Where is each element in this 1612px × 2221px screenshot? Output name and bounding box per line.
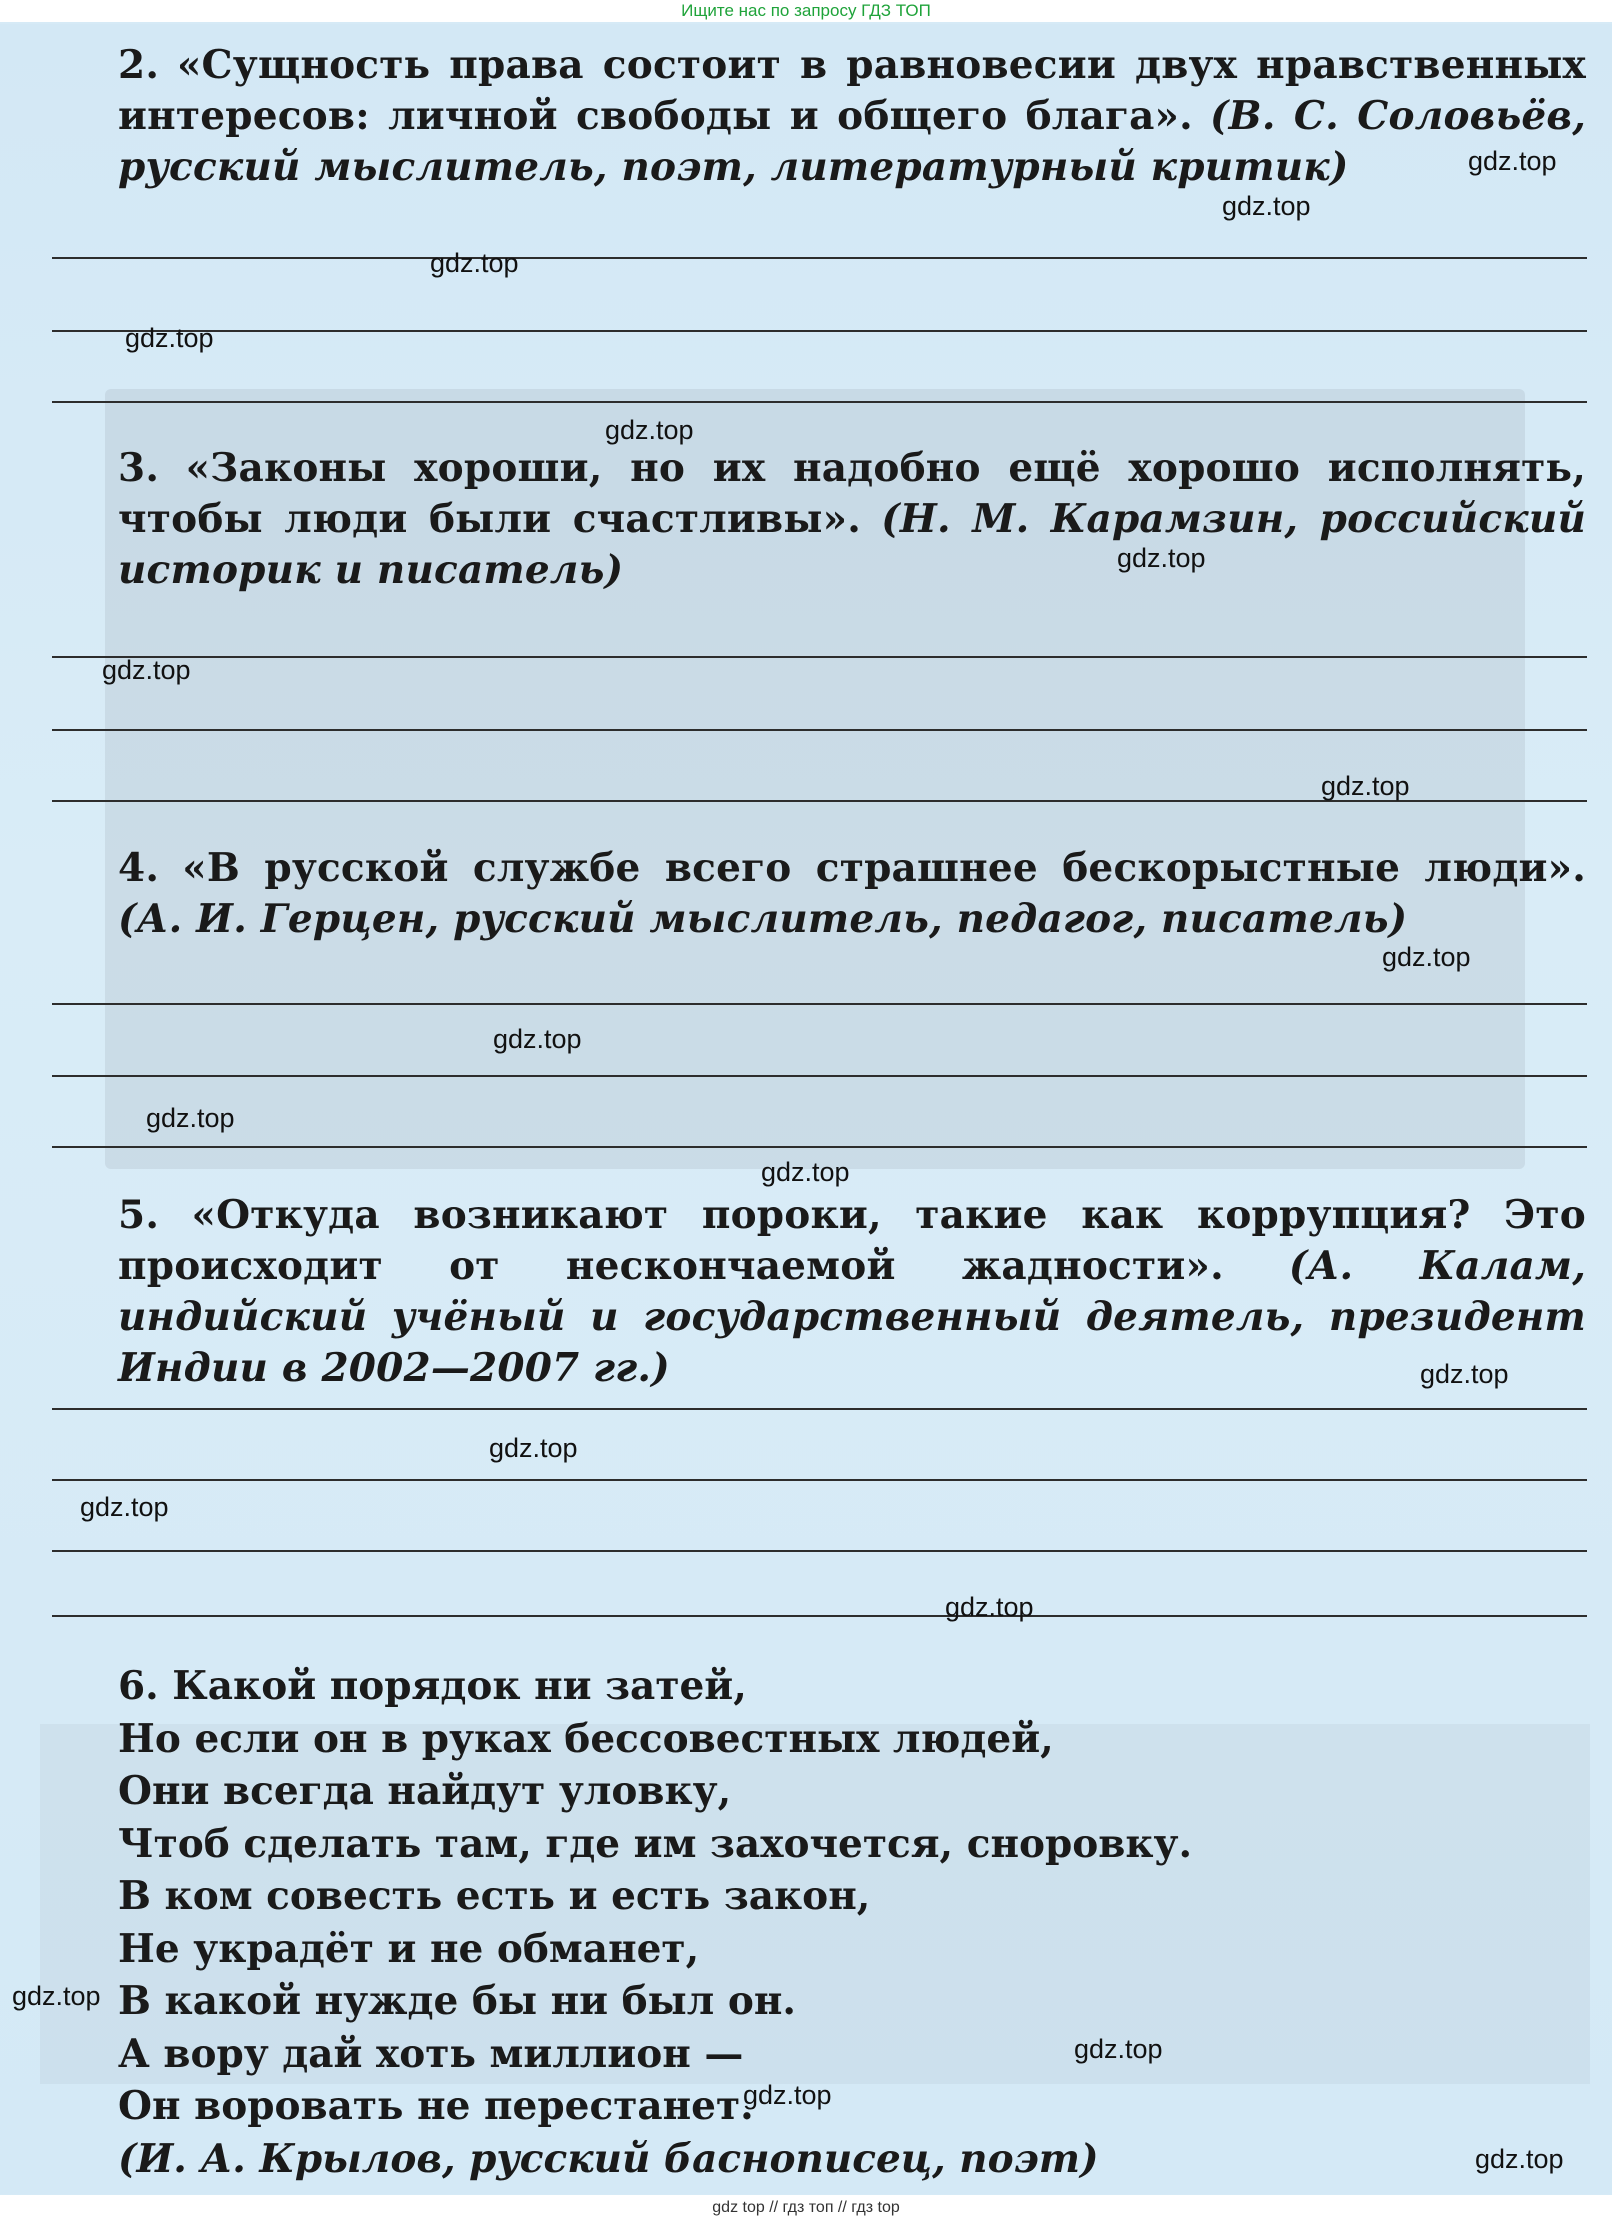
quote-number: 5. xyxy=(118,1192,160,1238)
answer-line[interactable] xyxy=(52,1075,1587,1077)
watermark: gdz.top xyxy=(493,1024,582,1054)
quote-5 xyxy=(118,1190,1586,1394)
quote-number: 4. xyxy=(118,845,160,891)
watermark: gdz.top xyxy=(1382,942,1471,972)
watermark: gdz.top xyxy=(1475,2144,1564,2174)
poem-line: Они всегда найдут уловку, xyxy=(118,1768,732,1814)
watermark: gdz.top xyxy=(743,2080,832,2110)
answer-line[interactable] xyxy=(52,1615,1587,1617)
watermark: gdz.top xyxy=(102,655,191,685)
poem-line: В ком совесть есть и есть закон, xyxy=(118,1873,871,1919)
poem-line: В какой нужде бы ни был он. xyxy=(118,1978,796,2024)
answer-line[interactable] xyxy=(52,257,1587,259)
watermark: gdz.top xyxy=(1222,191,1311,221)
answer-line[interactable] xyxy=(52,1003,1587,1005)
watermark: gdz.top xyxy=(1468,146,1557,176)
answer-line[interactable] xyxy=(52,1479,1587,1481)
answer-line[interactable] xyxy=(52,401,1587,403)
quote-author: (Н. М. Карамзин, российский историк и писатель) xyxy=(118,496,1586,593)
answer-line[interactable] xyxy=(52,1550,1587,1552)
watermark: gdz.top xyxy=(1117,543,1206,573)
top-banner: Ищите нас по запросу ГДЗ ТОП xyxy=(0,0,1612,22)
watermark: gdz.top xyxy=(12,1981,101,2011)
poem-line: Чтоб сделать там, где им захочется, сноровку. xyxy=(118,1820,1193,1867)
bottom-banner: gdz top // гдз топ // гдз top xyxy=(0,2195,1612,2221)
quote-text: «Откуда возникают пороки, такие как коррупция? Это происходит от нескончаемой жадности». xyxy=(118,1192,1586,1289)
watermark: gdz.top xyxy=(430,248,519,278)
quote-4 xyxy=(118,843,1586,945)
quote-author: (А. И. Герцен, русский мыслитель, педагог, писатель) xyxy=(118,896,1408,942)
answer-line[interactable] xyxy=(52,1146,1587,1148)
quote-3 xyxy=(118,443,1586,596)
watermark: gdz.top xyxy=(945,1592,1034,1622)
quote-author: (А. Калам, индийский учёный и государственный деятель, президент Индии в 2002—2007 гг.) xyxy=(118,1243,1586,1391)
quote-text: «Законы хороши, но их надобно ещё хорошо исполнять, чтобы люди были счастливы». xyxy=(118,445,1586,542)
quote-number: 2. xyxy=(118,42,160,88)
poem-line: 6. Какой порядок ни затей, xyxy=(118,1663,747,1709)
watermark: gdz.top xyxy=(1321,771,1410,801)
answer-line[interactable] xyxy=(52,729,1587,731)
quote-2 xyxy=(118,40,1586,193)
poem-line: Он воровать не перестанет. xyxy=(118,2083,754,2129)
quote-author: (В. С. Соловьёв, русский мыслитель, поэт, литературный критик) xyxy=(118,93,1586,190)
watermark: gdz.top xyxy=(125,323,214,353)
watermark: gdz.top xyxy=(1420,1359,1509,1389)
poem-line: А вору дай хоть миллион — xyxy=(118,2030,744,2077)
watermark: gdz.top xyxy=(146,1103,235,1133)
poem-line: Но если он в руках бессовестных людей, xyxy=(118,1715,1054,1762)
watermark: gdz.top xyxy=(489,1433,578,1463)
quote-text: «В русской службе всего страшнее бескорыстные люди». xyxy=(182,845,1586,891)
watermark: gdz.top xyxy=(761,1157,850,1187)
answer-line[interactable] xyxy=(52,330,1587,332)
watermark: gdz.top xyxy=(605,415,694,445)
quote-text: «Сущность права состоит в равновесии двух нравственных интересов: личной свободы и общего блага». xyxy=(118,42,1586,139)
watermark: gdz.top xyxy=(1074,2034,1163,2064)
watermark: gdz.top xyxy=(80,1492,169,1522)
answer-line[interactable] xyxy=(52,1408,1587,1410)
quote-author: (И. А. Крылов, русский баснописец, поэт) xyxy=(118,2135,1099,2182)
answer-line[interactable] xyxy=(52,656,1587,658)
quote-number: 3. xyxy=(118,445,160,491)
poem-line: Не украдёт и не обманет, xyxy=(118,1925,700,1972)
